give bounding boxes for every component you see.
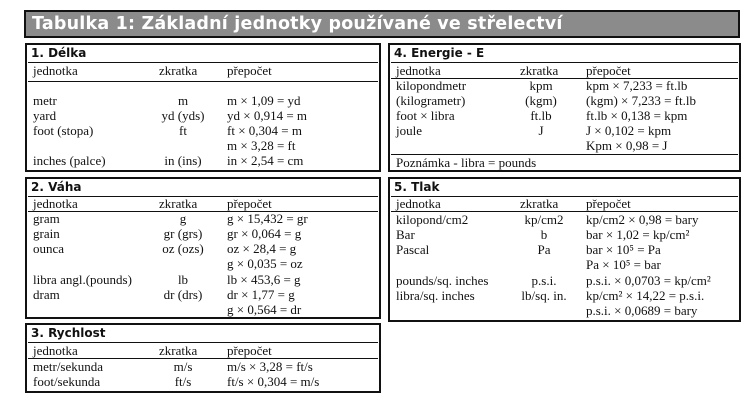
row-abbr: kpm bbox=[529, 78, 553, 93]
col-header-prepocet: přepočet bbox=[227, 343, 272, 358]
section-tlak bbox=[388, 177, 741, 322]
row-abbr: J bbox=[538, 123, 544, 138]
row-conversion: g × 0,035 = oz bbox=[227, 256, 303, 271]
row-abbr: g bbox=[179, 211, 187, 226]
section-vaha bbox=[25, 177, 381, 319]
row-abbr: ft.lb bbox=[530, 108, 552, 123]
row-abbr: ft bbox=[179, 123, 187, 138]
row-unit: yard bbox=[33, 108, 57, 123]
row-conversion: m/s × 3,28 = ft/s bbox=[227, 359, 313, 374]
row-abbr: in (ins) bbox=[164, 153, 202, 168]
section-rychlost bbox=[25, 323, 381, 393]
row-conversion: oz × 28,4 = g bbox=[227, 241, 297, 256]
row-abbr: kp/cm2 bbox=[524, 212, 564, 227]
row-conversion: g × 0,564 = dr bbox=[227, 302, 302, 317]
divider bbox=[391, 196, 738, 197]
row-unit: dram bbox=[33, 287, 60, 302]
row-unit: kilopond/cm2 bbox=[396, 212, 469, 227]
divider bbox=[28, 342, 378, 343]
row-conversion: ft × 0,304 = m bbox=[227, 123, 302, 138]
row-unit: inches (palce) bbox=[33, 153, 106, 168]
row-conversion: dr × 1,77 = g bbox=[227, 287, 295, 302]
row-abbr: ft/s bbox=[174, 374, 192, 389]
col-header-jednotka: jednotka bbox=[396, 196, 441, 211]
row-abbr: lb bbox=[177, 272, 189, 287]
section-delka bbox=[25, 43, 381, 172]
col-header-jednotka: jednotka bbox=[33, 343, 78, 358]
col-header-prepocet: přepočet bbox=[586, 63, 631, 78]
row-conversion: bar × 1,02 = kp/cm² bbox=[586, 227, 690, 242]
col-header-zkratka: zkratka bbox=[520, 63, 559, 78]
row-unit: metr/sekunda bbox=[33, 359, 104, 374]
row-conversion: p.s.i. × 0,0689 = bary bbox=[586, 303, 698, 318]
row-conversion: Kpm × 0,98 = J bbox=[586, 138, 668, 153]
col-header-zkratka: zkratka bbox=[159, 63, 198, 78]
row-conversion: ft/s × 0,304 = m/s bbox=[227, 374, 320, 389]
row-unit: foot × libra bbox=[396, 108, 455, 123]
section-energie bbox=[388, 43, 741, 172]
row-unit: Pascal bbox=[396, 242, 430, 257]
section-heading: 5. Tlak bbox=[394, 180, 440, 194]
section-heading: 4. Energie - E bbox=[394, 46, 485, 60]
row-abbr: p.s.i. bbox=[531, 273, 557, 288]
row-abbr: m bbox=[177, 93, 189, 108]
row-conversion: J × 0,102 = kpm bbox=[586, 123, 672, 138]
divider bbox=[28, 81, 378, 82]
row-conversion: kp/cm² × 14,22 = p.s.i. bbox=[586, 288, 705, 303]
row-unit: foot (stopa) bbox=[33, 123, 94, 138]
row-abbr: lb/sq. in. bbox=[521, 288, 567, 303]
row-conversion: m × 3,28 = ft bbox=[227, 138, 296, 153]
col-header-zkratka: zkratka bbox=[520, 196, 559, 211]
divider bbox=[28, 62, 378, 63]
section-heading: 3. Rychlost bbox=[31, 326, 106, 340]
row-conversion: g × 15,432 = gr bbox=[227, 211, 308, 226]
row-unit: kilopondmetr bbox=[396, 78, 467, 93]
col-header-prepocet: přepočet bbox=[227, 63, 272, 78]
col-header-zkratka: zkratka bbox=[159, 196, 198, 211]
row-abbr: b bbox=[540, 227, 548, 242]
row-abbr: m/s bbox=[173, 359, 193, 374]
divider bbox=[28, 196, 378, 197]
row-unit: ounca bbox=[33, 241, 65, 256]
row-unit: (kilogrametr) bbox=[396, 93, 466, 108]
row-unit: libra angl.(pounds) bbox=[33, 272, 132, 287]
row-conversion: lb × 453,6 = g bbox=[227, 272, 301, 287]
row-abbr: oz (ozs) bbox=[162, 241, 204, 256]
row-abbr: (kgm) bbox=[525, 93, 557, 108]
table-title: Tabulka 1: Základní jednotky používané ve střelectví bbox=[32, 14, 563, 34]
row-conversion: m × 1,09 = yd bbox=[227, 93, 301, 108]
row-conversion: yd × 0,914 = m bbox=[227, 108, 308, 123]
row-conversion: (kgm) × 7,233 = ft.lb bbox=[586, 93, 696, 108]
row-conversion: kpm × 7,233 = ft.lb bbox=[586, 78, 688, 93]
row-conversion: in × 2,54 = cm bbox=[227, 153, 304, 168]
row-abbr: gr (grs) bbox=[163, 226, 203, 241]
section-heading: 1. Délka bbox=[31, 46, 87, 60]
row-unit: pounds/sq. inches bbox=[396, 273, 489, 288]
row-abbr: yd (yds) bbox=[161, 108, 205, 123]
row-unit: Bar bbox=[396, 227, 415, 242]
row-unit: grain bbox=[33, 226, 60, 241]
row-conversion: ft.lb × 0,138 = kpm bbox=[586, 108, 688, 123]
section-heading: 2. Váha bbox=[31, 180, 82, 194]
row-conversion: bar × 10⁵ = Pa bbox=[586, 242, 661, 257]
row-unit: joule bbox=[396, 123, 422, 138]
row-conversion: p.s.i. × 0,0703 = kp/cm² bbox=[586, 273, 711, 288]
row-unit: gram bbox=[33, 211, 60, 226]
row-conversion: kp/cm2 × 0,98 = bary bbox=[586, 212, 699, 227]
divider bbox=[391, 62, 738, 63]
col-header-jednotka: jednotka bbox=[33, 63, 78, 78]
col-header-prepocet: přepočet bbox=[586, 196, 631, 211]
row-conversion: Pa × 10⁵ = bar bbox=[586, 257, 661, 272]
col-header-jednotka: jednotka bbox=[396, 63, 441, 78]
row-abbr: Pa bbox=[537, 242, 551, 257]
table-title-bar bbox=[24, 10, 740, 38]
row-unit: foot/sekunda bbox=[33, 374, 101, 389]
col-header-zkratka: zkratka bbox=[159, 343, 198, 358]
col-header-jednotka: jednotka bbox=[33, 196, 78, 211]
note: Poznámka - libra = pounds bbox=[396, 155, 537, 170]
row-unit: metr bbox=[33, 93, 57, 108]
row-unit: libra/sq. inches bbox=[396, 288, 475, 303]
row-conversion: gr × 0,064 = g bbox=[227, 226, 302, 241]
row-abbr: dr (drs) bbox=[163, 287, 203, 302]
col-header-prepocet: přepočet bbox=[227, 196, 272, 211]
